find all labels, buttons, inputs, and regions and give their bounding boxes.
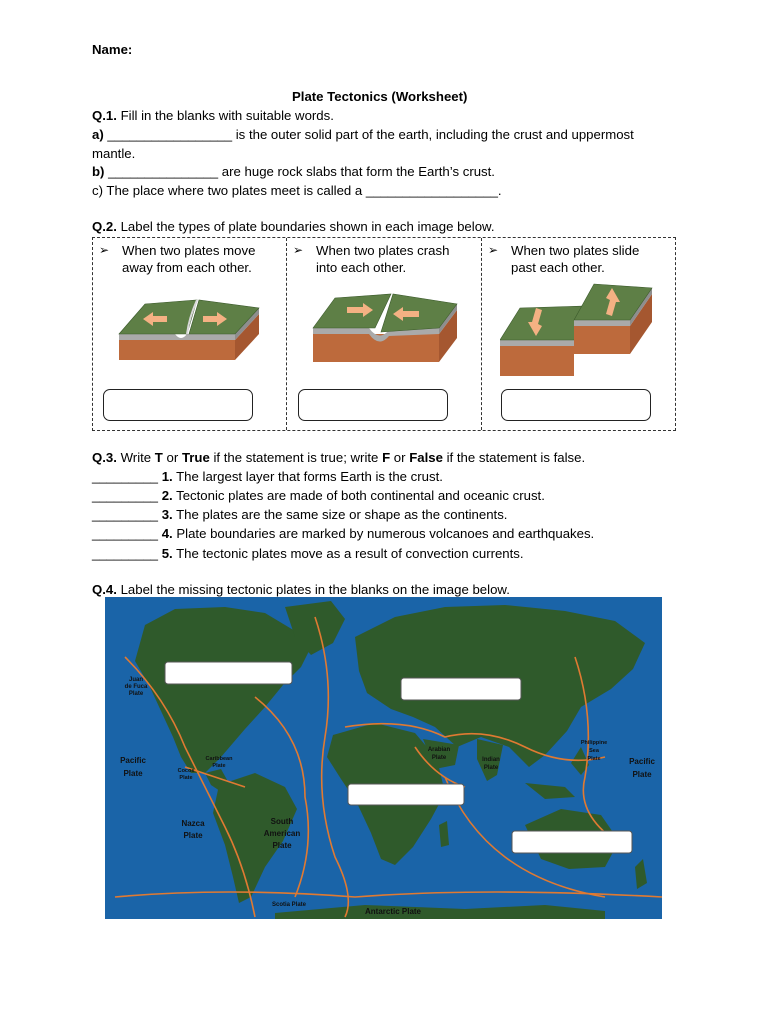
sa-line: Plate <box>272 841 292 850</box>
arabian-line: Arabian <box>427 747 451 753</box>
transform-line1: When two plates slide <box>511 243 640 258</box>
answer-blank[interactable]: _________ <box>92 546 159 561</box>
q2-number: Q.2. <box>92 219 117 234</box>
pacific-line: Plate <box>123 769 143 778</box>
statement-row <box>92 546 524 561</box>
q3-number: Q.3. <box>92 450 117 465</box>
q3-t: T <box>154 450 163 465</box>
answer-box-divergent[interactable] <box>103 389 253 421</box>
q3-text: Write <box>120 450 152 465</box>
boundary-column-transform <box>482 238 675 430</box>
caribbean-line: Plate <box>212 763 226 769</box>
philippine-line: Plate <box>587 756 601 762</box>
q4-prompt: Label the missing tectonic plates in the blanks on the image below. <box>120 582 510 597</box>
q4-number: Q.4. <box>92 582 117 597</box>
pacific-line: Plate <box>632 770 652 779</box>
q1-prompt: Fill in the blanks with suitable words. <box>120 108 334 123</box>
answer-box-convergent[interactable] <box>298 389 448 421</box>
q2-prompt: Label the types of plate boundaries shown in each image below. <box>120 219 495 234</box>
q3-heading <box>92 450 585 465</box>
q1-a-text: _________________ is the outer solid part of the earth, including the crust and uppermost <box>107 127 634 142</box>
statement-text: Tectonic plates are made of both continental and oceanic crust. <box>176 488 545 503</box>
cocos-line: Cocos <box>177 768 195 774</box>
q3-true: True <box>181 450 210 465</box>
antarctic-label: Antarctic Plate <box>364 907 422 916</box>
statement-number: 3. <box>161 507 173 522</box>
indian-line: Plate <box>483 765 499 771</box>
nazca-line: Plate <box>183 831 203 840</box>
q1-b-label: b) <box>92 164 105 179</box>
statement-number: 5. <box>161 546 173 561</box>
q1-b-text: _______________ are huge rock slabs that form the Earth’s crust. <box>108 164 495 179</box>
arrow-bullet-icon: ➢ <box>99 243 110 257</box>
indian-line: Indian <box>482 757 500 763</box>
boundary-column-convergent <box>287 238 481 430</box>
q3-f: F <box>382 450 391 465</box>
q3-text: if the statement is false. <box>446 450 586 465</box>
statement-row <box>92 469 443 484</box>
answer-blank[interactable]: _________ <box>92 526 159 541</box>
statement-text: The tectonic plates move as a result of convection currents. <box>176 546 524 561</box>
blank-label-box-african[interactable] <box>348 784 464 805</box>
blank-label-box-australian[interactable] <box>512 831 632 853</box>
q1-a-label: a) <box>92 127 104 142</box>
juan-line: Plate <box>128 691 144 697</box>
answer-blank[interactable]: _________ <box>92 488 159 503</box>
arabian-line: Plate <box>431 755 447 761</box>
answer-blank[interactable]: _________ <box>92 507 159 522</box>
pacific-line: Pacific <box>120 756 146 765</box>
convergent-line1: When two plates crash <box>316 243 450 258</box>
statement-number: 1. <box>161 469 173 484</box>
divergent-line1: When two plates move <box>122 243 256 258</box>
juan-line: Juan <box>128 677 144 683</box>
worksheet-title: Plate Tectonics (Worksheet) <box>292 89 468 104</box>
divergent-line2: away from each other. <box>122 260 252 275</box>
q2-heading <box>92 219 495 234</box>
arrow-bullet-icon: ➢ <box>488 243 499 257</box>
convergent-boundary-diagram <box>311 288 461 368</box>
transform-line2: past each other. <box>511 260 605 275</box>
pacific-line: Pacific <box>629 757 655 766</box>
juan-line: de Fuca <box>124 684 148 690</box>
q3-text: if the statement is true; write <box>213 450 379 465</box>
q1-a <box>92 127 634 142</box>
statement-text: The plates are the same size or shape as the continents. <box>176 507 508 522</box>
answer-box-transform[interactable] <box>501 389 651 421</box>
q1-number: Q.1. <box>92 108 117 123</box>
q1-b <box>92 164 495 179</box>
philippine-line: Philippine <box>580 740 608 746</box>
blank-label-box-eurasian[interactable] <box>401 678 521 700</box>
statement-row <box>92 488 545 503</box>
caribbean-line: Caribbean <box>205 756 233 762</box>
blank-label-box-north-american[interactable] <box>165 662 292 684</box>
statement-number: 2. <box>161 488 173 503</box>
statement-row <box>92 507 507 522</box>
cocos-label <box>178 768 195 781</box>
name-label: Name: <box>92 42 133 57</box>
plate-boundary-table <box>92 237 676 431</box>
statement-number: 4. <box>161 526 173 541</box>
q1-a-continued: mantle. <box>92 146 136 161</box>
divergent-description <box>122 242 282 276</box>
convergent-line2: into each other. <box>316 260 407 275</box>
q3-text: or <box>166 450 179 465</box>
sa-line: South <box>270 817 294 826</box>
philippine-line: Sea <box>589 748 599 754</box>
statement-row <box>92 526 594 541</box>
q1-heading <box>92 108 334 123</box>
divergent-boundary-diagram <box>115 288 265 368</box>
cocos-line: Plate <box>179 775 193 781</box>
statement-text: Plate boundaries are marked by numerous volcanoes and earthquakes. <box>176 526 595 541</box>
convergent-description <box>316 242 476 276</box>
q3-text: or <box>393 450 406 465</box>
tectonic-plates-map <box>105 597 662 919</box>
sa-line: American <box>263 829 301 838</box>
arrow-bullet-icon: ➢ <box>293 243 304 257</box>
statement-text: The largest layer that forms Earth is the crust. <box>176 469 443 484</box>
boundary-column-divergent <box>93 238 286 430</box>
q3-false: False <box>409 450 443 465</box>
nazca-line: Nazca <box>181 819 205 828</box>
q1-c: c) The place where two plates meet is called a __________________. <box>92 183 502 198</box>
transform-boundary-diagram <box>500 280 660 380</box>
scotia-label: Scotia Plate <box>271 902 307 908</box>
transform-description <box>511 242 671 276</box>
q4-heading <box>92 582 510 597</box>
answer-blank[interactable]: _________ <box>92 469 159 484</box>
